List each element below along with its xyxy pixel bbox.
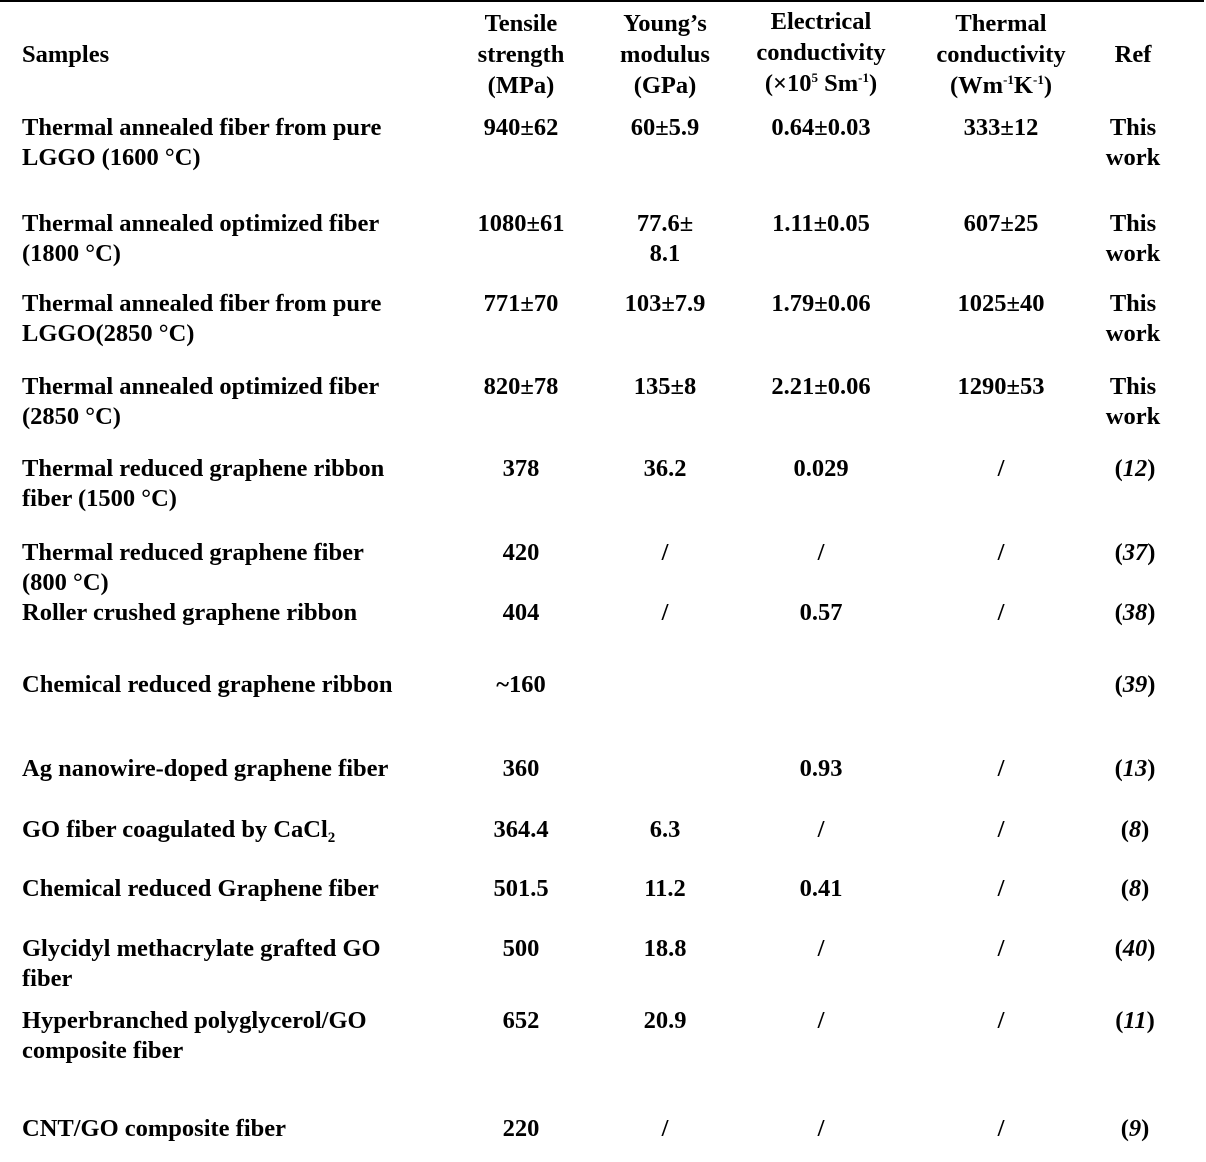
ref-number: 39 (1122, 671, 1148, 698)
cell-sample (22, 209, 379, 269)
cell-ref: (13) (1114, 755, 1156, 782)
header-electrical-line: conductivity (756, 39, 886, 66)
sample-line: (800 °C) (22, 569, 109, 596)
cell-youngs: 6.3 (649, 816, 681, 843)
table-top-rule (0, 0, 1204, 2)
cell-tensile: 820±78 (483, 373, 559, 400)
sample-line: Thermal annealed fiber from pure (22, 114, 382, 141)
header-youngs-line: Young’s (623, 10, 707, 37)
cell-ref (1106, 372, 1160, 432)
cell-tensile: 1080±61 (477, 210, 565, 237)
ref-line: This (1109, 290, 1157, 317)
cell-thermal: / (997, 1115, 1005, 1142)
header-thermal (936, 8, 1065, 101)
cell-ref: (38) (1114, 599, 1156, 626)
cell-thermal: 1290±53 (957, 373, 1045, 400)
header-samples: Samples (22, 41, 110, 68)
header-electrical-unit (756, 68, 885, 99)
header-youngs (620, 8, 710, 101)
ref-number: 11 (1123, 1007, 1147, 1034)
cell-electrical: / (817, 816, 825, 843)
ref-line: work (1105, 144, 1161, 171)
cell-electrical: / (817, 1007, 825, 1034)
cell-tensile: 378 (502, 455, 540, 482)
ref-number: 40 (1122, 935, 1148, 962)
cell-electrical: / (817, 1115, 825, 1142)
unit-part: Sm (817, 70, 859, 97)
cell-sample (22, 454, 384, 514)
sample-line: Roller crushed graphene ribbon (22, 599, 358, 626)
header-tensile-line: strength (477, 41, 565, 68)
cell-youngs: / (661, 599, 669, 626)
cell-sample (22, 670, 392, 700)
cell-youngs: / (661, 1115, 669, 1142)
ref-number: 13 (1122, 755, 1148, 782)
youngs-line: 77.6± (636, 210, 694, 237)
sample-line: Ag nanowire-doped graphene fiber (22, 755, 389, 782)
header-ref: Ref (1114, 41, 1152, 68)
cell-tensile: 652 (502, 1007, 540, 1034)
unit-part: ) (1043, 72, 1052, 99)
ref-number: 38 (1122, 599, 1148, 626)
cell-youngs: / (661, 539, 669, 566)
sample-line: fiber (22, 965, 73, 992)
cell-sample (22, 598, 357, 628)
ref-number: 37 (1122, 539, 1148, 566)
unit-exponent: -1 (858, 70, 869, 85)
cell-electrical: / (817, 539, 825, 566)
cell-tensile: 420 (502, 539, 540, 566)
unit-exponent: -1 (1003, 72, 1014, 87)
cell-thermal: / (997, 455, 1005, 482)
sample-line: Chemical reduced Graphene fiber (22, 875, 379, 902)
sample-line: (1800 °C) (22, 240, 121, 267)
cell-thermal: 607±25 (963, 210, 1039, 237)
header-thermal-line: Thermal (955, 10, 1047, 37)
ref-number: 8 (1128, 816, 1142, 843)
cell-electrical: 1.79±0.06 (771, 290, 871, 317)
sample-line: composite fiber (22, 1037, 184, 1064)
ref-line: This (1109, 210, 1157, 237)
header-tensile-line: Tensile (484, 10, 558, 37)
cell-sample (22, 289, 381, 349)
sample-line: LGGO (1600 °C) (22, 144, 201, 171)
cell-youngs (637, 209, 693, 269)
cell-ref: (11) (1115, 1007, 1155, 1034)
cell-ref: (12) (1114, 455, 1156, 482)
cell-thermal: / (997, 816, 1005, 843)
ref-number: 8 (1128, 875, 1142, 902)
cell-youngs: 60±5.9 (630, 114, 700, 141)
youngs-line: 8.1 (649, 240, 681, 267)
cell-thermal: / (997, 875, 1005, 902)
cell-youngs: 36.2 (643, 455, 687, 482)
cell-sample (22, 874, 379, 904)
cell-sample (22, 1114, 286, 1144)
formula-subscript: 2 (327, 830, 336, 846)
cell-electrical: 0.64±0.03 (771, 114, 871, 141)
cell-tensile: 404 (502, 599, 540, 626)
sample-line: CNT/GO composite fiber (22, 1115, 287, 1142)
sample-line: fiber (1500 °C) (22, 485, 177, 512)
cell-youngs: 103±7.9 (624, 290, 706, 317)
cell-ref: (8) (1120, 816, 1150, 843)
cell-thermal: 1025±40 (957, 290, 1045, 317)
sample-line: Thermal annealed optimized fiber (22, 210, 380, 237)
unit-part: (×10 (764, 70, 812, 97)
cell-sample (22, 372, 379, 432)
sample-line: Glycidyl methacrylate grafted GO (22, 935, 381, 962)
sample-line: GO fiber coagulated by CaCl (22, 816, 328, 843)
cell-electrical: / (817, 935, 825, 962)
sample-line: LGGO(2850 °C) (22, 320, 195, 347)
sample-line: Chemical reduced graphene ribbon (22, 671, 393, 698)
cell-sample (22, 934, 381, 994)
cell-ref (1106, 209, 1160, 269)
sample-line: Thermal reduced graphene ribbon (22, 455, 385, 482)
header-tensile (478, 8, 565, 101)
cell-tensile: 940±62 (483, 114, 559, 141)
cell-youngs: 11.2 (644, 875, 686, 902)
cell-ref: (37) (1114, 539, 1156, 566)
unit-exponent: 5 (811, 70, 818, 85)
cell-ref (1106, 289, 1160, 349)
unit-exponent: -1 (1032, 72, 1044, 87)
cell-sample (22, 815, 335, 845)
cell-sample (22, 538, 364, 598)
sample-line: Hyperbranched polyglycerol/GO (22, 1007, 367, 1034)
cell-electrical: 1.11±0.05 (772, 210, 870, 237)
cell-tensile: 501.5 (493, 875, 549, 902)
cell-thermal: 333±12 (963, 114, 1039, 141)
ref-line: This (1109, 114, 1157, 141)
cell-tensile: 220 (502, 1115, 540, 1142)
header-thermal-unit (936, 70, 1065, 101)
header-youngs-line: modulus (620, 41, 710, 68)
cell-thermal: / (997, 539, 1005, 566)
sample-line: Thermal annealed fiber from pure (22, 290, 382, 317)
cell-tensile: 771±70 (483, 290, 559, 317)
cell-thermal: / (997, 755, 1005, 782)
cell-tensile: 360 (502, 755, 540, 782)
cell-electrical: 2.21±0.06 (771, 373, 871, 400)
cell-sample (22, 1006, 367, 1066)
ref-number: 9 (1128, 1115, 1142, 1142)
ref-line: work (1105, 403, 1161, 430)
ref-line: work (1105, 320, 1161, 347)
cell-tensile: ~160 (496, 671, 546, 698)
sample-line: (2850 °C) (22, 403, 121, 430)
cell-ref: (8) (1120, 875, 1150, 902)
cell-electrical: 0.029 (793, 455, 849, 482)
unit-part: K (1013, 72, 1033, 99)
cell-sample (22, 754, 388, 784)
sample-line: Thermal reduced graphene fiber (22, 539, 364, 566)
header-tensile-line: (MPa) (487, 72, 555, 99)
cell-thermal: / (997, 935, 1005, 962)
cell-youngs: 18.8 (643, 935, 687, 962)
cell-ref (1106, 113, 1160, 173)
cell-youngs: 20.9 (643, 1007, 687, 1034)
header-electrical (756, 6, 885, 99)
cell-ref: (39) (1114, 671, 1156, 698)
cell-ref: (9) (1120, 1115, 1150, 1142)
cell-electrical: 0.41 (799, 875, 843, 902)
unit-part: (Wm (950, 72, 1004, 99)
cell-youngs: 135±8 (633, 373, 697, 400)
cell-ref: (40) (1114, 935, 1156, 962)
ref-line: work (1105, 240, 1161, 267)
header-youngs-line: (GPa) (633, 72, 697, 99)
cell-tensile: 500 (502, 935, 540, 962)
header-electrical-line: Electrical (770, 8, 872, 35)
cell-thermal: / (997, 599, 1005, 626)
cell-tensile: 364.4 (493, 816, 549, 843)
sample-line: Thermal annealed optimized fiber (22, 373, 380, 400)
ref-number: 12 (1122, 455, 1148, 482)
header-thermal-line: conductivity (936, 41, 1066, 68)
cell-sample (22, 113, 381, 173)
unit-part: ) (868, 70, 878, 97)
ref-line: This (1109, 373, 1157, 400)
cell-electrical: 0.57 (799, 599, 843, 626)
cell-thermal: / (997, 1007, 1005, 1034)
cell-electrical: 0.93 (799, 755, 843, 782)
